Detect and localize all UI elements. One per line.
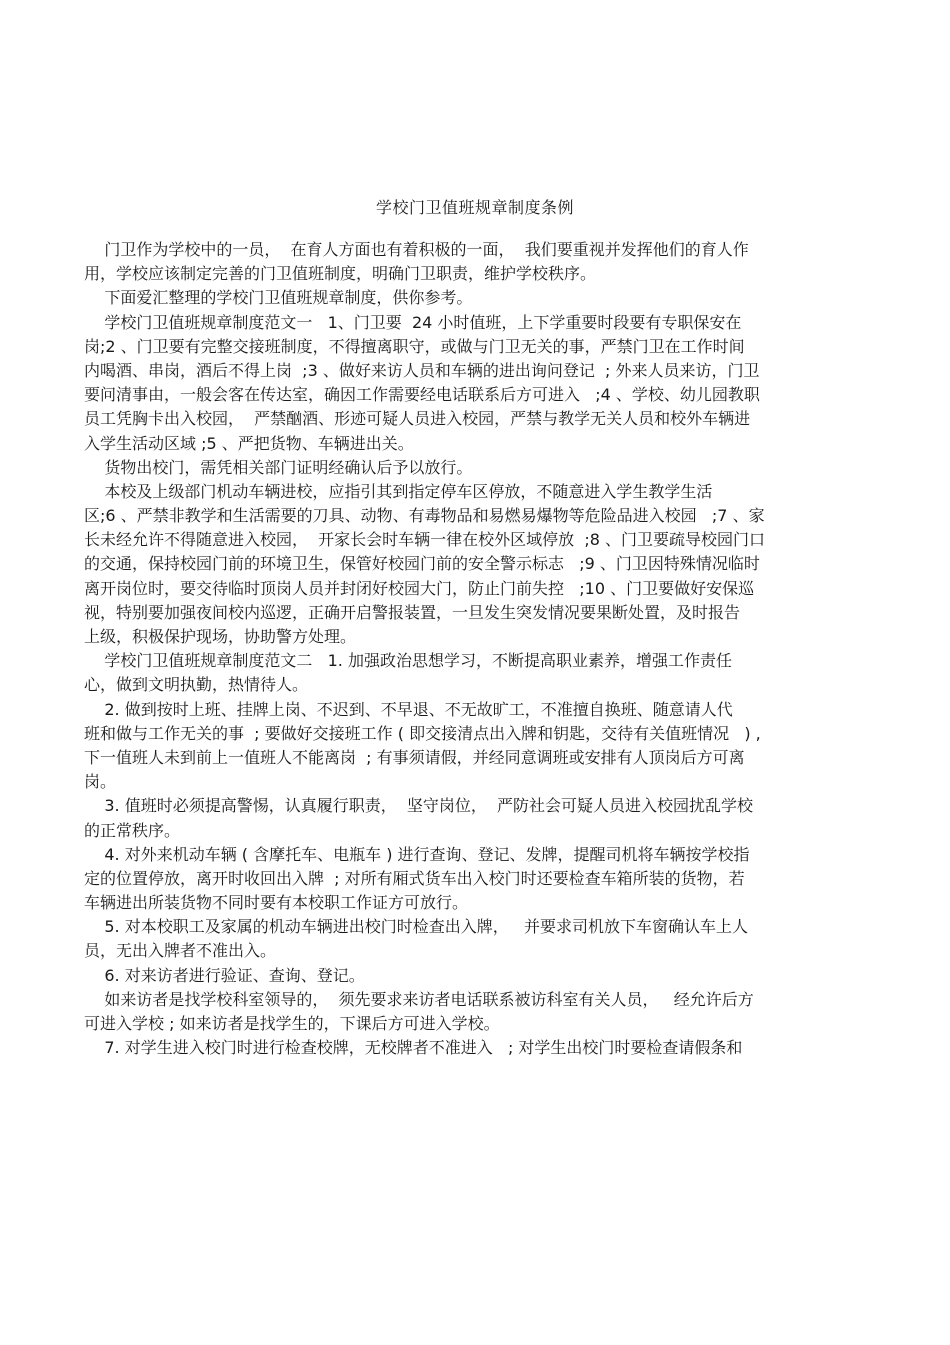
text-line: 7. 对学生进入校门时进行检查校牌，无校牌者不准进入 ; 对学生出校门时要检查请假条和: [84, 1038, 743, 1058]
text-line: 下面爱汇整理的学校门卫值班规章制度，供你参考。: [84, 288, 473, 308]
text-line: 6. 对来访者进行验证、查询、登记。: [84, 965, 365, 985]
text-line: 门卫作为学校中的一员， 在育人方面也有着积极的一面， 我们要重视并发挥他们的育人作: [84, 240, 749, 259]
text-line: 本校及上级部门机动车辆进校，应指引其到指定停车区停放，不随意进入学生教学生活: [84, 481, 713, 501]
text-line: 4. 对外来机动车辆 ( 含摩托车、电瓶车 ) 进行查询、登记、发牌，提醒司机将车辆按学校指: [84, 844, 750, 864]
text-line: 如来访者是找学校科室领导的， 须先要求来访者电话联系被访科室有关人员， 经允许后方: [84, 989, 754, 1009]
text-line: 离开岗位时，要交待临时顶岗人员并封闭好校园大门，防止门前失控 ;10 、门卫要做好安保巡: [84, 578, 755, 598]
text-line: 区;6 、严禁非教学和生活需要的刀具、动物、有毒物品和易燃易爆物等危险品进入校园 ;7 、家: [84, 506, 765, 526]
text-line: 班和做与工作无关的事 ; 要做好交接班工作 ( 即交接清点出入牌和钥匙，交待有关值班情况 ) ,: [84, 723, 761, 743]
text-line: 货物出校门，需凭相关部门证明经确认后予以放行。: [84, 457, 473, 477]
text-line: 5. 对本校职工及家属的机动车辆进出校门时检查出入牌， 并要求司机放下车窗确认车上人: [84, 917, 748, 937]
document-body: [84, 238, 874, 1060]
text-line: 学校门卫值班规章制度范文二 1. 加强政治思想学习，不断提高职业素养，增强工作责任: [84, 651, 732, 671]
text-line: 的正常秩序。: [84, 820, 181, 840]
text-line: 上级，积极保护现场，协助警方处理。: [84, 627, 357, 646]
text-line: 下一值班人未到前上一值班人不能离岗 ; 有事须请假，并经同意调班或安排有人顶岗后方可离: [84, 747, 745, 767]
text-line: 员工凭胸卡出入校园， 严禁酗酒、形迹可疑人员进入校园，严禁与教学无关人员和校外车辆进: [84, 409, 751, 429]
text-line: 岗。: [84, 772, 117, 792]
text-line: 心，做到文明执勤，热情待人。: [84, 675, 309, 695]
text-line: 学校门卫值班规章制度范文一 1、门卫要 24 小时值班，上下学重要时段要有专职保安在: [84, 312, 742, 332]
text-line: 定的位置停放，离开时收回出入牌 ; 对所有厢式货车出入校门时还要检查车箱所装的货物，若: [84, 868, 745, 888]
text-line: 要问清事由，一般会客在传达室，确因工作需要经电话联系后方可进入 ;4 、学校、幼儿园教职: [84, 385, 760, 405]
text-line: 可进入学校 ; 如来访者是找学生的，下课后方可进入学校。: [84, 1014, 500, 1033]
text-line: 视，特别要加强夜间校内巡逻，正确开启警报装置，一旦发生突发情况要果断处置，及时报告: [84, 602, 741, 622]
document-title: 学校门卫值班规章制度条例: [375, 198, 574, 217]
text-line: 用，学校应该制定完善的门卫值班制度，明确门卫职责，维护学校秩序。: [84, 264, 597, 284]
text-line: 岗;2 、门卫要有完整交接班制度，不得擅离职守，或做与门卫无关的事，严禁门卫在工作时间: [84, 336, 745, 356]
text-line: 内喝酒、串岗，酒后不得上岗 ;3 、做好来访人员和车辆的进出询问登记 ; 外来人员来访，门卫: [84, 360, 760, 380]
text-line: 车辆进出所装货物不同时要有本校职工作证方可放行。: [84, 893, 469, 913]
text-line: 入学生活动区域 ;5 、严把货物、车辆进出关。: [84, 433, 414, 453]
text-line: 的交通，保持校园门前的环境卫生，保管好校园门前的安全警示标志 ;9 、门卫因特殊情况临时: [84, 554, 760, 574]
text-line: 2. 做到按时上班、挂牌上岗、不迟到、不早退、不无故旷工，不准擅自换班、随意请人代: [84, 699, 733, 719]
text-line: 3. 值班时必须提高警惕，认真履行职责， 坚守岗位， 严防社会可疑人员进入校园扰乱学校: [84, 796, 754, 816]
text-line: 长未经允许不得随意进入校园， 开家长会时车辆一律在校外区域停放 ;8 、门卫要疏导校园门口: [84, 530, 766, 550]
text-line: 员，无出入牌者不准出入。: [84, 941, 277, 961]
